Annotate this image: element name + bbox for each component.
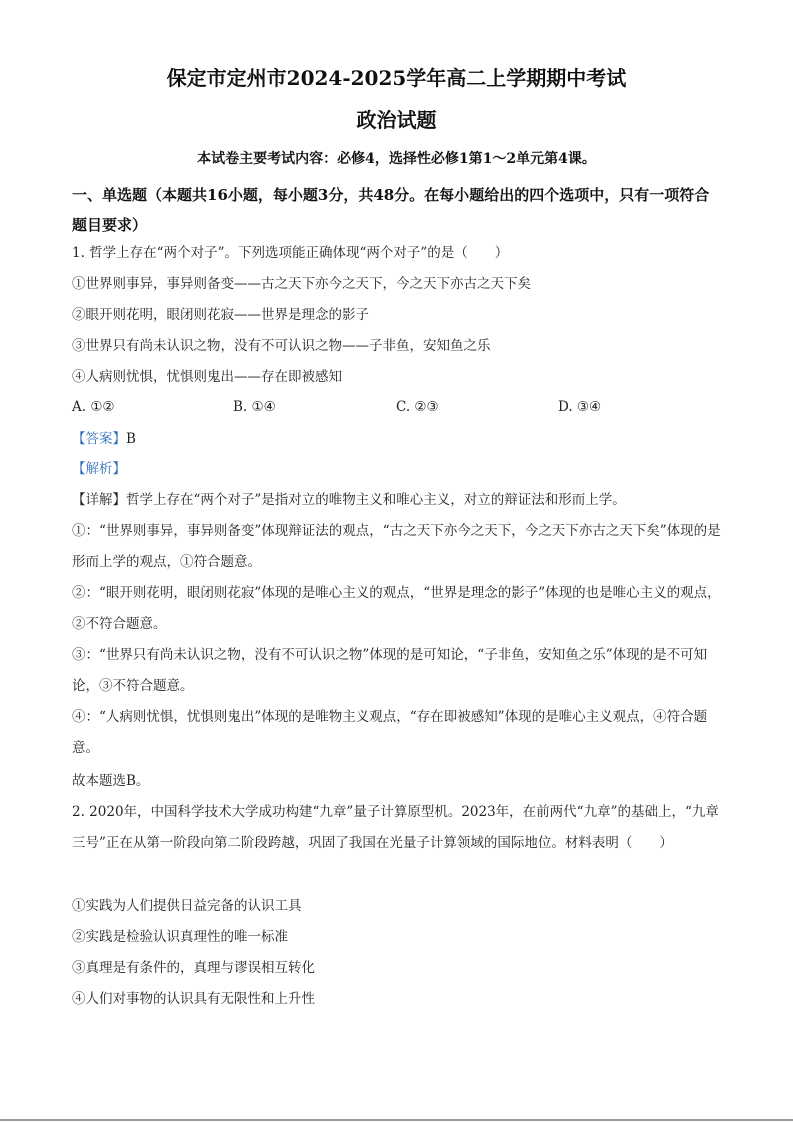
analysis-label: 【解析】: [72, 461, 126, 477]
q1-item-2: ②眼开则花明，眼闭则花寂——世界是理念的影子: [72, 307, 369, 323]
exam-subject: 政治试题: [356, 108, 437, 132]
q1-detail: 【详解】哲学上存在“两个对子”是指对立的唯物主义和唯心主义，对立的辩证法和形而上学。: [72, 492, 626, 508]
q1-option-c: C. ②③: [396, 399, 439, 415]
q1-explanation-4: ④：“人病则忧惧，忧惧则鬼出”体现的是唯物主义观点，“存在即被感知”体现的是唯心主义观点，④符合题意。: [72, 709, 708, 756]
q2-stem: 2. 2020年，中国科学技术大学成功构建“九章”量子计算原型机。2023年，在前两代“九章”的基础上，“九章三号”正在从第一阶段向第二阶段跨越，巩固了我国在光量子计算领域的国际地位。材料表明（ ）: [72, 804, 719, 851]
q1-explanation-3: ③：“世界只有尚未认识之物，没有不可认识之物”体现的是可知论，“子非鱼，安知鱼之乐”体现的是不可知论，③不符合题意。: [72, 647, 708, 694]
q2-item-3: ③真理是有条件的，真理与谬误相互转化: [72, 960, 315, 976]
q1-option-d: D. ③④: [558, 399, 602, 415]
q2-item-4: ④人们对事物的认识具有无限性和上升性: [72, 991, 315, 1007]
page-bottom-divider: [0, 1119, 793, 1121]
exam-title: 保定市定州市2024-2025学年高二上学期期中考试: [166, 66, 627, 90]
q1-stem: 1. 哲学上存在“两个对子”。下列选项能正确体现“两个对子”的是（ ）: [72, 245, 509, 261]
q2-item-2: ②实践是检验认识真理性的唯一标准: [72, 929, 288, 945]
q1-item-4: ④人病则忧惧，忧惧则鬼出——存在即被感知: [72, 369, 342, 385]
q1-item-1: ①世界则事异，事异则备变——古之天下亦今之天下，今之天下亦古之天下矣: [72, 276, 531, 292]
answer-value: B: [126, 431, 136, 447]
q1-explanation-1: ①：“世界则事异，事异则备变”体现辩证法的观点，“古之天下亦今之天下，今之天下亦古之天下矣”体现的是形而上学的观点，①符合题意。: [72, 523, 721, 570]
q1-explanation-2: ②：“眼开则花明，眼闭则花寂”体现的是唯心主义的观点，“世界是理念的影子”体现的也是唯心主义的观点，②不符合题意。: [72, 585, 721, 632]
exam-scope: 本试卷主要考试内容：必修4，选择性必修1第1～2单元第4课。: [197, 151, 596, 167]
q1-option-a: A. ①②: [72, 399, 115, 415]
q1-answer: [72, 429, 722, 449]
q2-item-1: ①实践为人们提供日益完备的认识工具: [72, 898, 302, 914]
answer-label: 【答案】: [72, 431, 126, 447]
section-heading: 一、单选题（本题共16小题，每小题3分，共48分。在每小题给出的四个选项中，只有一项符合题目要求）: [72, 186, 710, 234]
q1-item-3: ③世界只有尚未认识之物，没有不可认识之物——子非鱼，安知鱼之乐: [72, 338, 491, 354]
q1-conclusion: 故本题选B。: [72, 773, 150, 789]
q1-option-b: B. ①④: [233, 399, 276, 415]
